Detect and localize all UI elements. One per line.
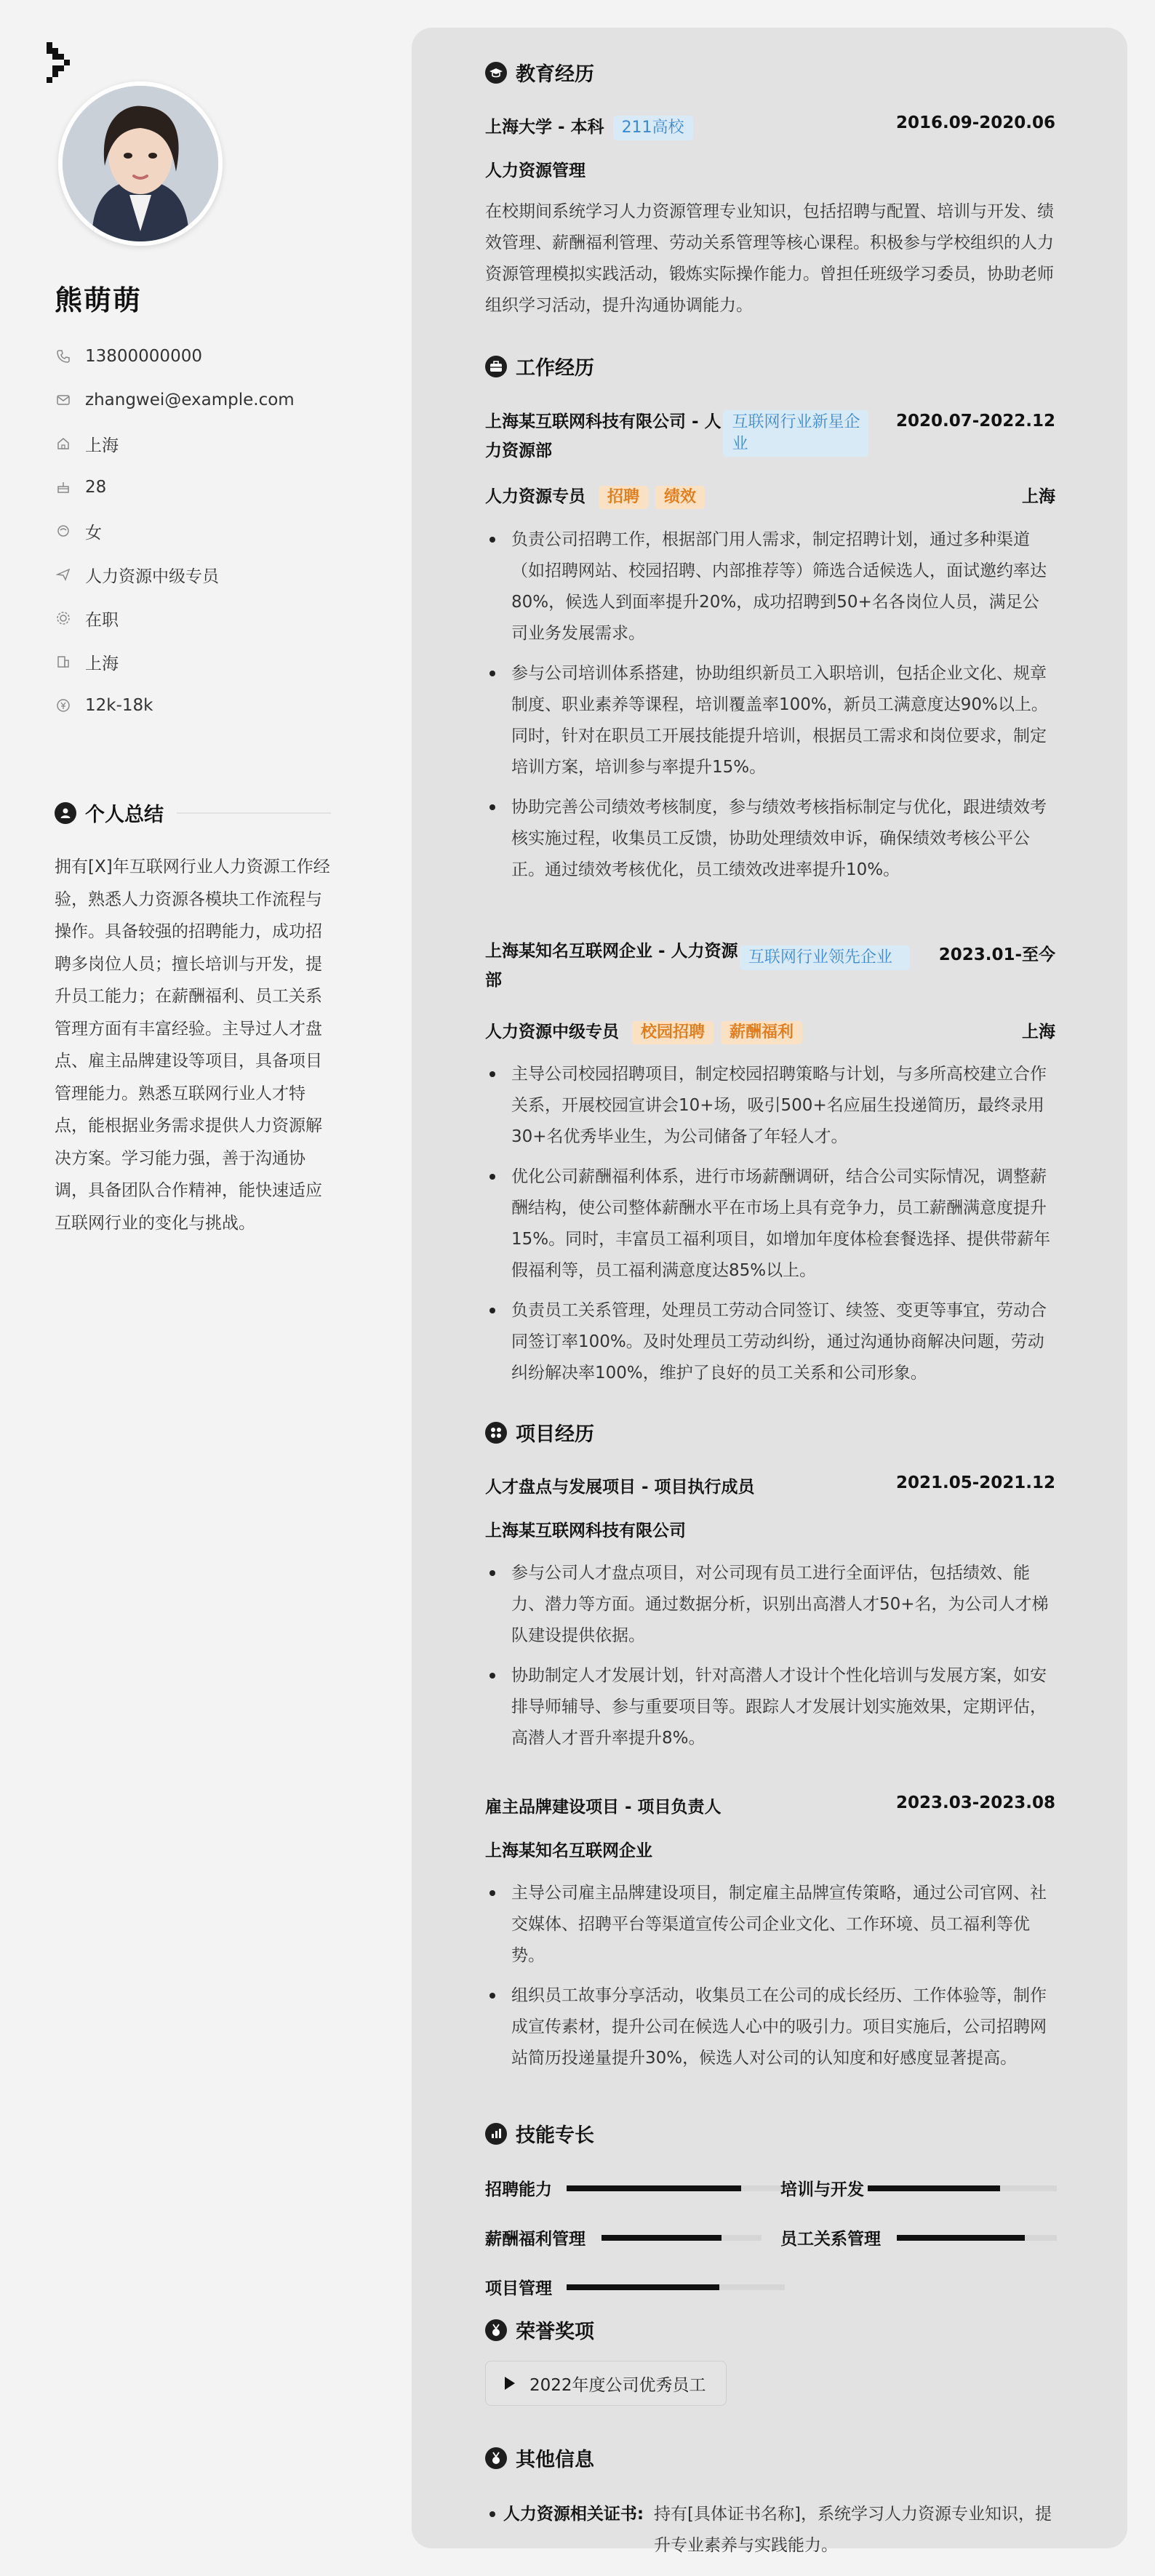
project-org: 上海某互联网科技有限公司: [485, 1521, 686, 1540]
list-item: 协助完善公司绩效考核制度，参与绩效考核指标制定与优化，跟进绩效考核实施过程，收集员工反馈，协助处理绩效申诉，确保绩效考核公平公正。通过绩效考核优化，员工绩效改进率提升10%。: [485, 792, 1055, 886]
job-position: 人力资源专员: [485, 487, 586, 506]
position-text: 人力资源中级专员: [85, 567, 219, 586]
play-icon: [505, 2377, 515, 2390]
grid-icon: [485, 1422, 507, 1444]
job-company-tag: 互联网行业新星企业: [723, 410, 868, 457]
job-company: 上海某知名互联网企业 - 人力资源部: [485, 942, 738, 990]
salary-icon: [55, 697, 72, 714]
job-skill-tag: 薪酬福利: [721, 1021, 802, 1044]
age-text: 28: [85, 478, 107, 497]
email-text: zhangwei@example.com: [85, 391, 295, 409]
skill-bar: [897, 2235, 1057, 2241]
work-section-header: [485, 352, 1055, 380]
gender-text: 女: [85, 523, 102, 543]
other-section-header: [485, 2444, 1055, 2472]
job-position-row: [485, 1018, 1055, 1044]
brand-logo-icon: [47, 42, 73, 89]
education-description: 在校期间系统学习人力资源管理专业知识，包括招聘与配置、培训与开发、绩效管理、薪酬福利管理、劳动关系管理等核心课程。积极参与学校组织的人力资源管理模拟实践活动，锻炼实际操作能力。曾担任班级学习委员，协助老师组织学习活动，提升沟通协调能力。: [485, 202, 1054, 315]
job-header-row: [485, 937, 1055, 995]
summary-text: 拥有[X]年互联网行业人力资源工作经验，熟悉人力资源各模块工作流程与操作。具备较强的招聘能力，成功招聘多岗位人员；擅长培训与开发，提升员工能力；在薪酬福利、员工关系管理方面有丰富经验。主导过人才盘点、雇主品牌建设等项目，具备项目管理能力。熟悉互联网行业人才特点，能根据业务需求提供人力资源解决方案。学习能力强，善于沟通协调，具备团队合作精神，能快速适应互联网行业的变化与挑战。: [55, 857, 330, 1233]
skill-name: 招聘能力: [485, 2180, 552, 2199]
home-icon: [55, 435, 72, 452]
other-title: 其他信息: [516, 2449, 594, 2471]
skill-bar: [868, 2185, 1057, 2191]
avatar: [58, 81, 223, 246]
project-name: 人才盘点与发展项目 - 项目执行成员: [485, 1478, 755, 1497]
contact-phone: [55, 335, 295, 378]
project-header-row: [485, 1793, 1055, 1817]
building-icon: [55, 653, 72, 671]
skill-bar: [567, 2284, 785, 2290]
city-text: 上海: [85, 654, 119, 673]
education-major-row: [485, 157, 1055, 181]
skill-bar-fill: [897, 2235, 1025, 2241]
contact-position: [55, 553, 295, 596]
status-text: 在职: [85, 610, 119, 630]
projects-section-header: [485, 1418, 1055, 1447]
job-bullet-list: [485, 1059, 1055, 1398]
certificate-row: [485, 2499, 1055, 2561]
certificate-text: 持有[具体证书名称]，系统学习人力资源专业知识，提升专业素养与实践能力。: [654, 2505, 1052, 2555]
certificate-icon: [485, 2447, 507, 2469]
location-text: 上海: [85, 436, 119, 455]
section-divider: [607, 2457, 1055, 2459]
project-date: 2023.03-2023.08: [895, 1793, 1055, 1812]
job-position-row: [485, 483, 1055, 509]
project-org-row: [485, 1517, 1055, 1541]
list-item: 负责员工关系管理，处理员工劳动合同签订、续签、变更等事宜，劳动合同签订率100%。及时处理员工劳动纠纷，通过沟通协商解决问题，劳动纠纷解决率100%，维护了良好的员工关系和公司形象。: [485, 1295, 1055, 1389]
awards-title: 荣誉奖项: [516, 2321, 594, 2343]
section-divider: [607, 72, 1055, 73]
job-bullet-list: [485, 524, 1055, 895]
phone-icon: [55, 348, 72, 365]
summary-section-header: [55, 799, 331, 827]
contact-info-list: [55, 335, 295, 727]
main-card: [412, 28, 1127, 2555]
contact-age: [55, 465, 295, 509]
contact-gender: [55, 509, 295, 553]
job-date: 2023.01-至今: [938, 945, 1055, 964]
project-org-row: [485, 1837, 1055, 1861]
school-tag: 211高校: [613, 116, 693, 140]
status-icon: [55, 609, 72, 627]
contact-location: [55, 422, 295, 465]
work-title: 工作经历: [516, 357, 594, 380]
project-bullet-list: [485, 1558, 1055, 1763]
section-divider: [607, 2133, 1055, 2135]
skill-name: 薪酬福利管理: [485, 2230, 586, 2249]
job-position: 人力资源中级专员: [485, 1023, 619, 1041]
awards-section-header: [485, 2316, 1055, 2344]
list-item: 参与公司人才盘点项目，对公司现有员工进行全面评估，包括绩效、能力、潜力等方面。通过数据分析，识别出高潜人才50+名，为公司人才梯队建设提供依据。: [485, 1558, 1055, 1652]
education-section-header: [485, 58, 1055, 87]
bullet-dot: [485, 2499, 503, 2561]
project-header-row: [485, 1473, 1055, 1497]
contact-status: [55, 596, 295, 640]
award-item[interactable]: [485, 2361, 727, 2406]
school-name: 上海大学 - 本科: [485, 118, 604, 137]
project-org: 上海某知名互联网企业: [485, 1841, 652, 1860]
contact-city: [55, 640, 295, 684]
job-skill-tag: 校园招聘: [632, 1021, 714, 1044]
briefcase-icon: [485, 356, 507, 377]
list-item: 负责公司招聘工作，根据部门用人需求，制定招聘计划，通过多种渠道（如招聘网站、校园招聘、内部推荐等）筛选合适候选人，面试邀约率达80%，候选人到面率提升20%，成功招聘到50+名各岗位人员，满足公司业务发展需求。: [485, 524, 1055, 649]
skill-bar: [567, 2185, 785, 2191]
section-divider: [607, 1432, 1055, 1433]
education-date: 2016.09-2020.06: [895, 113, 1055, 132]
contact-salary: [55, 684, 295, 727]
skill-item: [780, 2225, 1057, 2249]
section-divider: [607, 2329, 1055, 2331]
skill-bar: [602, 2235, 762, 2241]
phone-text: 13800000000: [85, 347, 202, 366]
skill-item: [485, 2176, 785, 2200]
education-header-row: [485, 113, 1055, 140]
skill-name: 项目管理: [485, 2279, 552, 2298]
section-divider: [177, 812, 331, 814]
skill-name: 员工关系管理: [780, 2230, 881, 2249]
gender-icon: [55, 522, 72, 540]
job-skill-tag: 招聘: [599, 486, 648, 509]
list-item: 参与公司培训体系搭建，协助组织新员工入职培训，包括企业文化、规章制度、职业素养等课程，培训覆盖率100%，新员工满意度达90%以上。同时，针对在职员工开展技能提升培训，根据员工需求和岗位要求，制定培训方案，培训参与率提升15%。: [485, 658, 1055, 783]
section-divider: [607, 366, 1055, 367]
list-item: 优化公司薪酬福利体系，进行市场薪酬调研，结合公司实际情况，调整薪酬结构，使公司整体薪酬水平在市场上具有竞争力，员工薪酬满意度提升15%。同时，丰富员工福利项目，如增加年度体检套餐选择、提供带薪年假福利等，员工福利满意度达85%以上。: [485, 1161, 1055, 1287]
user-icon: [55, 802, 76, 824]
skill-bar-fill: [567, 2284, 719, 2290]
graduation-cap-icon: [485, 62, 507, 84]
skill-name: 培训与开发: [780, 2180, 864, 2199]
left-sidebar: [0, 0, 393, 2576]
list-item: 组织员工故事分享活动，收集员工在公司的成长经历、工作体验等，制作成宣传素材，提升公司在候选人心中的吸引力。项目实施后，公司招聘网站简历投递量提升30%，候选人对公司的认知度和好感度显著提高。: [485, 1980, 1055, 2074]
contact-email: [55, 378, 295, 422]
salary-text: 12k-18k: [85, 696, 153, 715]
skill-bar-fill: [567, 2185, 741, 2191]
skills-title: 技能专长: [516, 2124, 594, 2147]
job-date: 2020.07-2022.12: [895, 412, 1055, 431]
skills-section-header: [485, 2119, 1055, 2148]
project-date: 2021.05-2021.12: [895, 1473, 1055, 1492]
skill-item: [485, 2225, 762, 2249]
skill-item: [485, 2275, 785, 2299]
job-company: 上海某互联网科技有限公司 - 人力资源部: [485, 412, 722, 460]
skill-item: [780, 2176, 1057, 2200]
job-company-tag: 互联网行业领先企业: [740, 945, 910, 970]
cake-icon: [55, 479, 72, 496]
job-skill-tag: 绩效: [655, 486, 705, 509]
bar-chart-icon: [485, 2123, 507, 2145]
list-item: 主导公司雇主品牌建设项目，制定雇主品牌宣传策略，通过公司官网、社交媒体、招聘平台等渠道宣传公司企业文化、工作环境、员工福利等优势。: [485, 1878, 1055, 1972]
skill-bar-fill: [602, 2235, 722, 2241]
education-title: 教育经历: [516, 63, 594, 86]
project-bullet-list: [485, 1878, 1055, 2083]
send-icon: [55, 566, 72, 583]
project-name: 雇主品牌建设项目 - 项目负责人: [485, 1798, 722, 1817]
list-item: 协助制定人才发展计划，针对高潜人才设计个性化培训与发展方案，如安排导师辅导、参与重要项目等。跟踪人才发展计划实施效果，定期评估，高潜人才晋升率提升8%。: [485, 1660, 1055, 1754]
list-item: 主导公司校园招聘项目，制定校园招聘策略与计划，与多所高校建立合作关系，开展校园宣讲会10+场，吸引500+名应届生投递简历，最终录用30+名优秀毕业生，为公司储备了年轻人才。: [485, 1059, 1055, 1153]
medal-icon: [485, 2319, 507, 2341]
certificate-label: 人力资源相关证书:: [503, 2505, 644, 2524]
summary-title: 个人总结: [85, 804, 164, 826]
candidate-name: 熊萌萌: [55, 284, 143, 316]
job-header-row: [485, 407, 1055, 465]
job-city: 上海: [1022, 487, 1055, 506]
skill-bar-fill: [868, 2185, 1000, 2191]
education-major: 人力资源管理: [485, 161, 586, 180]
mail-icon: [55, 391, 72, 409]
job-city: 上海: [1022, 1023, 1055, 1041]
projects-title: 项目经历: [516, 1423, 594, 1446]
award-text: 2022年度公司优秀员工: [529, 2375, 706, 2395]
